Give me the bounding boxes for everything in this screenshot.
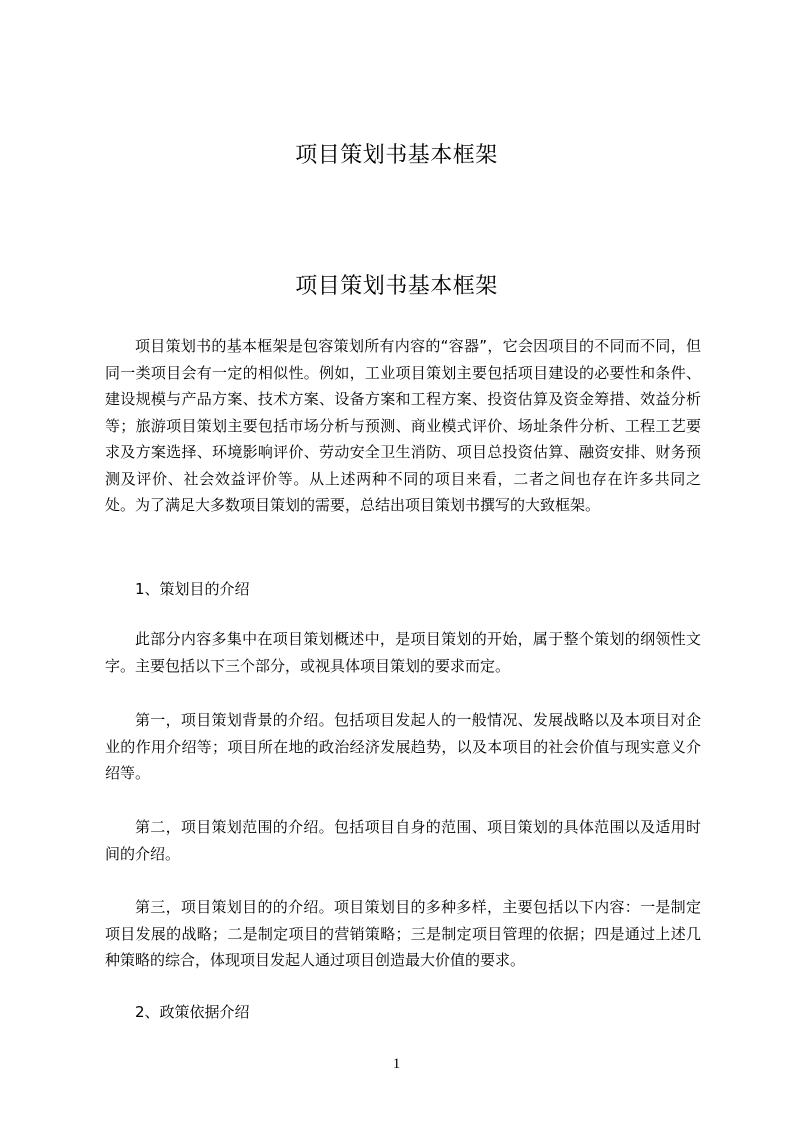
section-1-paragraph-4: 第三，项目策划目的的介绍。项目策划目的多种多样，主要包括以下内容：一是制定项目发展的战略；二是制定项目的营销策略；三是制定项目管理的依据；四是通过上述几种策略的综合，体现项目发起人通过项目创造最大价值的要求。 — [105, 898, 701, 969]
section-1-paragraph-1: 此部分内容多集中在项目策划概述中，是项目策划的开始，属于整个策划的纲领性文字。主要包括以下三个部分，或视具体项目策划的要求而定。 — [105, 630, 701, 675]
document-title-top: 项目策划书基本框架 — [295, 143, 498, 168]
document-title-main: 项目策划书基本框架 — [295, 274, 498, 299]
intro-paragraph: 项目策划书的基本框架是包容策划所有内容的“容器”，它会因项目的不同而不同，但同一类项目会有一定的相似性。例如，工业项目策划主要包括项目建设的必要性和条件、建设规模与产品方案、技术方案、设备方案和工程方案、投资估算及资金筹措、效益分析等；旅游项目策划主要包括市场分析与预测、商业模式评价、场址条件分析、工程工艺要求及方案选择、环境影响评价、劳动安全卫生消防、项目总投资估算、融资安排、财务预测及评价、社会效益评价等。从上述两种不同的项目来看，二者之间也存在许多共同之处。为了满足大多数项目策划的需要，总结出项目策划书撰写的大致框架。 — [105, 337, 701, 514]
section-2-heading: 2、政策依据介绍 — [135, 1003, 250, 1021]
section-1-paragraph-3: 第二，项目策划范围的介绍。包括项目自身的范围、项目策划的具体范围以及适用时间的介绍。 — [105, 818, 701, 863]
section-1-paragraph-2: 第一，项目策划背景的介绍。包括项目发起人的一般情况、发展战略以及本项目对企业的作用介绍等；项目所在地的政治经济发展趋势，以及本项目的社会价值与现实意义介绍等。 — [105, 711, 701, 782]
section-1-heading: 1、策划目的介绍 — [135, 580, 250, 598]
page-number: 1 — [392, 1056, 401, 1072]
